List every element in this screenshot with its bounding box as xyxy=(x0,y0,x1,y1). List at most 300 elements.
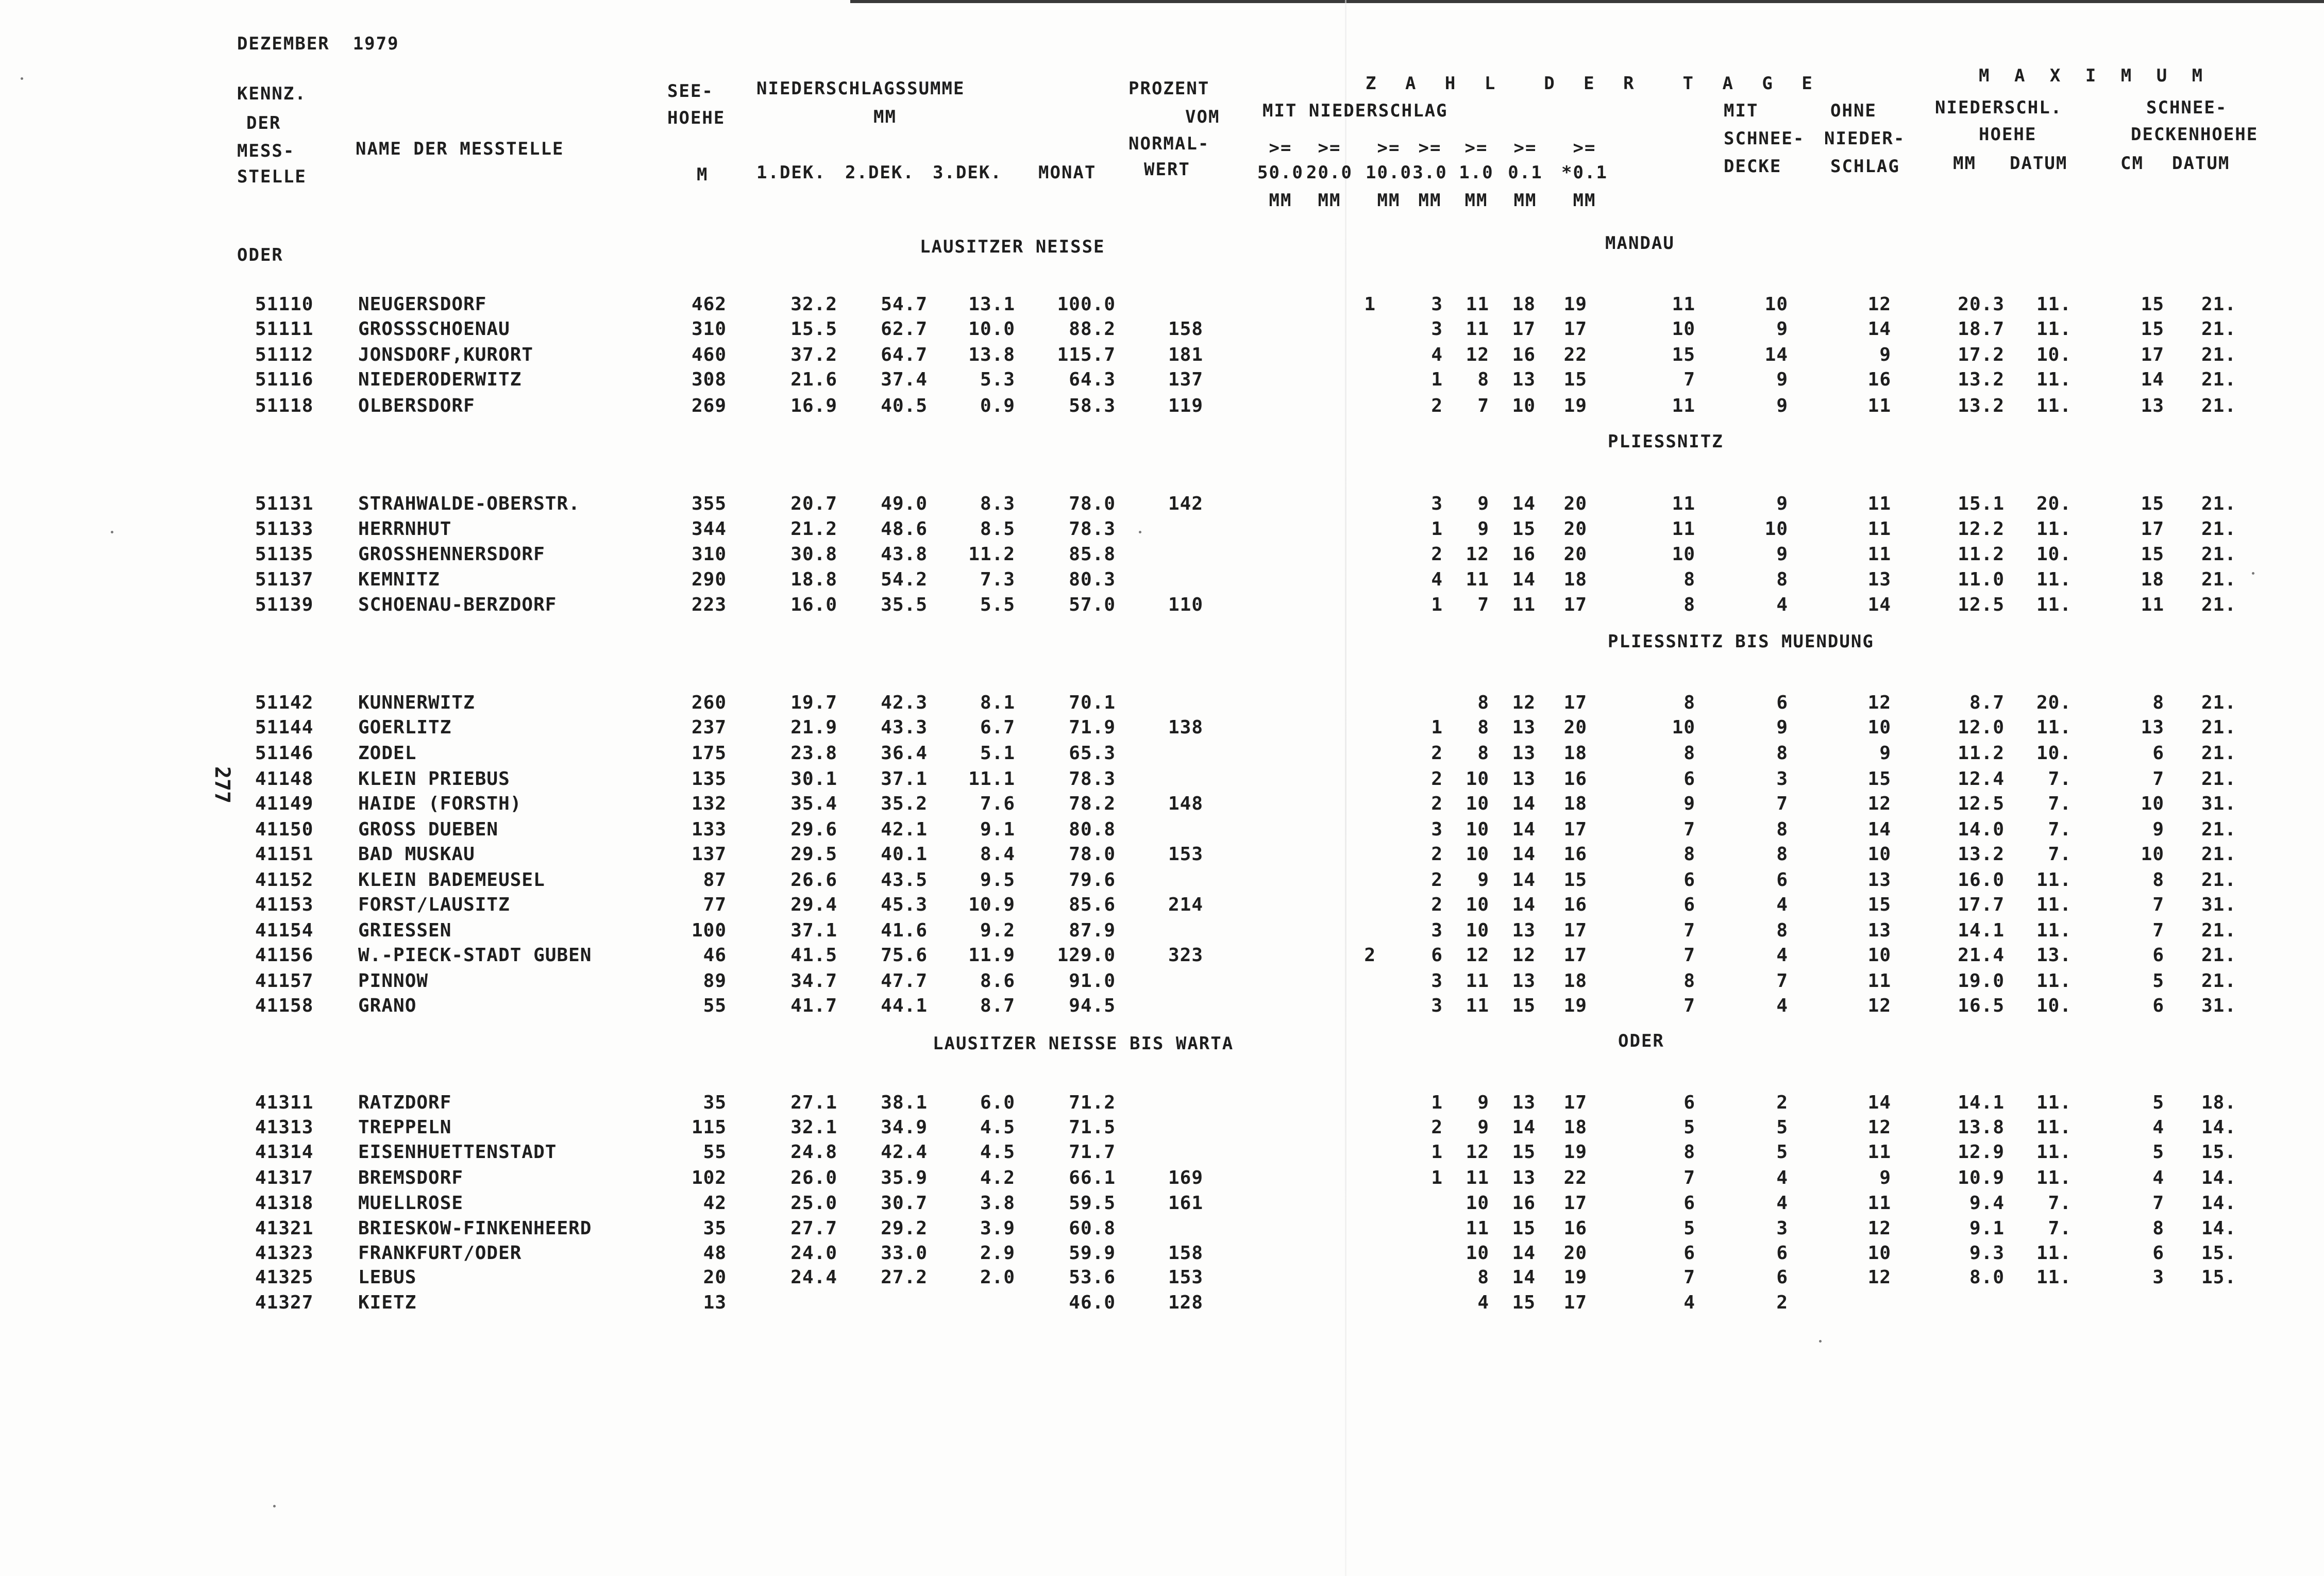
tage-0-1-cell: 19 xyxy=(1563,1142,1587,1163)
see-hoehe-cell: 260 xyxy=(691,692,727,713)
station-name-cell: GROSSHENNERSDORF xyxy=(358,544,545,565)
kennz-cell: 41325 xyxy=(255,1267,314,1288)
dek2-cell: 38.1 xyxy=(881,1092,928,1113)
tage-3-cell: 10 xyxy=(1466,844,1489,865)
tage-0-1-cell: 22 xyxy=(1563,344,1587,365)
header-niederschlagssumme: NIEDERSCHLAGSSUMME xyxy=(756,78,965,99)
see-hoehe-cell: 132 xyxy=(691,793,727,814)
prozent-cell: 148 xyxy=(1168,793,1203,814)
prozent-cell: 128 xyxy=(1168,1292,1203,1313)
dek3-cell: 2.9 xyxy=(980,1243,1015,1264)
header-mit-niederschlag: MIT NIEDERSCHLAG xyxy=(1262,100,1448,121)
dek3-cell: 8.4 xyxy=(980,844,1015,865)
dek3-cell: 13.8 xyxy=(968,344,1015,365)
tage-0-1-cell: 20 xyxy=(1563,717,1587,738)
kennz-cell: 51139 xyxy=(255,594,314,615)
tage-3-cell: 10 xyxy=(1466,819,1489,840)
max-schnee-datum-cell: 21. xyxy=(2201,819,2236,840)
dek2-cell: 36.4 xyxy=(881,743,928,764)
tage-3-cell: 11 xyxy=(1466,1167,1489,1188)
tage-3-cell: 7 xyxy=(1477,594,1489,615)
see-hoehe-cell: 310 xyxy=(691,318,727,340)
monat-cell: 78.0 xyxy=(1069,493,1116,514)
monat-cell: 71.9 xyxy=(1069,717,1116,738)
max-schnee-datum-cell: 21. xyxy=(2201,518,2236,540)
station-name-cell: ZODEL xyxy=(358,743,417,764)
max-mm-cell: 12.2 xyxy=(1958,518,2005,540)
tage-10-cell: 3 xyxy=(1431,995,1443,1016)
max-schnee-datum-cell: 21. xyxy=(2201,717,2236,738)
scan-speck xyxy=(2252,572,2254,575)
tage-10-cell: 3 xyxy=(1431,819,1443,840)
header-mit-schnee-2: SCHNEE- xyxy=(1724,128,1805,149)
schneedecke-cell: 5 xyxy=(1776,1117,1788,1138)
tage-0-1-cell: 17 xyxy=(1563,594,1587,615)
header-max-sub-datum-2: DATUM xyxy=(2172,153,2230,174)
tage-lt-0-1-cell: 8 xyxy=(1683,743,1695,764)
max-cm-cell: 4 xyxy=(2152,1167,2164,1188)
threshold-op: >= xyxy=(1377,138,1401,158)
tage-lt-0-1-cell: 6 xyxy=(1683,869,1695,891)
tage-3-cell: 8 xyxy=(1477,1267,1489,1288)
tage-1-cell: 14 xyxy=(1512,569,1536,590)
tage-3-cell: 11 xyxy=(1466,970,1489,992)
kennz-cell: 41154 xyxy=(255,920,314,941)
prozent-cell: 169 xyxy=(1168,1167,1203,1188)
page-fold xyxy=(1345,0,1346,1576)
max-datum-cell: 10. xyxy=(2036,995,2072,1016)
station-name-cell: GROSS DUEBEN xyxy=(358,819,499,840)
max-mm-cell: 13.2 xyxy=(1958,369,2005,390)
max-cm-cell: 15 xyxy=(2141,493,2164,514)
max-cm-cell: 5 xyxy=(2152,1142,2164,1163)
ohne-niederschlag-cell: 14 xyxy=(1867,594,1891,615)
header-prozent-1: PROZENT xyxy=(1129,78,1210,99)
max-mm-cell: 16.0 xyxy=(1958,869,2005,891)
max-datum-cell: 10. xyxy=(2036,743,2072,764)
ohne-niederschlag-cell: 10 xyxy=(1867,844,1891,865)
dek1-cell: 27.7 xyxy=(790,1218,837,1239)
max-datum-cell: 11. xyxy=(2036,395,2072,416)
schneedecke-cell: 4 xyxy=(1776,1167,1788,1188)
max-mm-cell: 9.4 xyxy=(1969,1193,2005,1214)
dek1-cell: 23.8 xyxy=(790,743,837,764)
station-name-cell: KEMNITZ xyxy=(358,569,440,590)
header-kennz-2: DER xyxy=(246,113,281,133)
tage-1-cell: 15 xyxy=(1512,1218,1536,1239)
tage-10-cell: 2 xyxy=(1431,395,1443,416)
dek1-cell: 37.1 xyxy=(790,920,837,941)
tage-lt-0-1-cell: 11 xyxy=(1672,518,1695,540)
threshold-val: 50.0 xyxy=(1257,162,1304,183)
max-mm-cell: 18.7 xyxy=(1958,318,2005,340)
schneedecke-cell: 9 xyxy=(1776,493,1788,514)
dek2-cell: 43.8 xyxy=(881,544,928,565)
max-schnee-datum-cell: 21. xyxy=(2201,970,2236,992)
max-cm-cell: 5 xyxy=(2152,970,2164,992)
tage-lt-0-1-cell: 9 xyxy=(1683,793,1695,814)
dek1-cell: 37.2 xyxy=(790,344,837,365)
see-hoehe-cell: 137 xyxy=(691,844,727,865)
monat-cell: 58.3 xyxy=(1069,395,1116,416)
monat-cell: 46.0 xyxy=(1069,1292,1116,1313)
section-neisse-bis-warta: LAUSITZER NEISSE BIS WARTA xyxy=(933,1033,1234,1054)
tage-lt-0-1-cell: 7 xyxy=(1683,819,1695,840)
tage-3-cell: 12 xyxy=(1466,544,1489,565)
max-mm-cell: 8.7 xyxy=(1969,692,2005,713)
station-name-cell: EISENHUETTENSTADT xyxy=(358,1142,557,1163)
threshold-op: >= xyxy=(1318,138,1341,158)
station-name-cell: PINNOW xyxy=(358,970,429,992)
max-cm-cell: 7 xyxy=(2152,894,2164,915)
station-name-cell: GOERLITZ xyxy=(358,717,452,738)
ohne-niederschlag-cell: 13 xyxy=(1867,920,1891,941)
dek1-cell: 19.7 xyxy=(790,692,837,713)
tage-lt-0-1-cell: 8 xyxy=(1683,1142,1695,1163)
kennz-cell: 41318 xyxy=(255,1193,314,1214)
tage-1-cell: 14 xyxy=(1512,1117,1536,1138)
tage-3-cell: 11 xyxy=(1466,569,1489,590)
tage-3-cell: 8 xyxy=(1477,369,1489,390)
max-datum-cell: 11. xyxy=(2036,569,2072,590)
tage-3-cell: 10 xyxy=(1466,1243,1489,1264)
schneedecke-cell: 2 xyxy=(1776,1292,1788,1313)
tage-1-cell: 13 xyxy=(1512,369,1536,390)
tage-10-cell: 1 xyxy=(1431,369,1443,390)
tage-1-cell: 14 xyxy=(1512,1267,1536,1288)
monat-cell: 129.0 xyxy=(1057,945,1116,966)
header-nieder-unit: MM xyxy=(873,107,897,127)
dek3-cell: 8.5 xyxy=(980,518,1015,540)
tage-0-1-cell: 18 xyxy=(1563,793,1587,814)
monat-cell: 65.3 xyxy=(1069,743,1116,764)
ohne-niederschlag-cell: 12 xyxy=(1867,692,1891,713)
tage-1-cell: 10 xyxy=(1512,395,1536,416)
kennz-cell: 41149 xyxy=(255,793,314,814)
dek1-cell: 18.8 xyxy=(790,569,837,590)
tage-0-1-cell: 17 xyxy=(1563,819,1587,840)
max-mm-cell: 12.4 xyxy=(1958,768,2005,790)
see-hoehe-cell: 35 xyxy=(703,1218,727,1239)
max-datum-cell: 11. xyxy=(2036,318,2072,340)
max-cm-cell: 6 xyxy=(2152,743,2164,764)
header-max-sub-mm: MM xyxy=(1953,153,1976,174)
tage-3-cell: 10 xyxy=(1466,894,1489,915)
dek3-cell: 9.2 xyxy=(980,920,1015,941)
schneedecke-cell: 7 xyxy=(1776,793,1788,814)
monat-cell: 115.7 xyxy=(1057,344,1116,365)
kennz-cell: 51131 xyxy=(255,493,314,514)
max-cm-cell: 10 xyxy=(2141,793,2164,814)
tage-lt-0-1-cell: 8 xyxy=(1683,569,1695,590)
max-mm-cell: 12.5 xyxy=(1958,793,2005,814)
threshold-op: >= xyxy=(1573,138,1596,158)
ohne-niederschlag-cell: 13 xyxy=(1867,569,1891,590)
ohne-niederschlag-cell: 11 xyxy=(1867,544,1891,565)
dek2-cell: 35.9 xyxy=(881,1167,928,1188)
max-datum-cell: 11. xyxy=(2036,369,2072,390)
prozent-cell: 214 xyxy=(1168,894,1203,915)
threshold-unit: MM xyxy=(1573,190,1596,211)
see-hoehe-cell: 462 xyxy=(691,294,727,315)
threshold-unit: MM xyxy=(1377,190,1401,211)
tage-lt-0-1-cell: 7 xyxy=(1683,369,1695,390)
header-maximum: M A X I M U M xyxy=(1979,65,2210,86)
monat-cell: 59.9 xyxy=(1069,1243,1116,1264)
schneedecke-cell: 4 xyxy=(1776,995,1788,1016)
tage-lt-0-1-cell: 7 xyxy=(1683,995,1695,1016)
header-max-nieder-1: NIEDERSCHL. xyxy=(1935,97,2063,118)
ohne-niederschlag-cell: 11 xyxy=(1867,395,1891,416)
dek2-cell: 27.2 xyxy=(881,1267,928,1288)
header-prozent-4: WERT xyxy=(1144,159,1190,180)
see-hoehe-cell: 460 xyxy=(691,344,727,365)
header-max-sub-datum: DATUM xyxy=(2010,153,2068,174)
tage-1-cell: 16 xyxy=(1512,1193,1536,1214)
tage-lt-0-1-cell: 5 xyxy=(1683,1117,1695,1138)
monat-cell: 53.6 xyxy=(1069,1267,1116,1288)
section-pliessnitz: PLIESSNITZ xyxy=(1608,431,1724,452)
see-hoehe-cell: 13 xyxy=(703,1292,727,1313)
tage-10-cell: 2 xyxy=(1431,768,1443,790)
tage-1-cell: 17 xyxy=(1512,318,1536,340)
max-datum-cell: 7. xyxy=(2048,793,2072,814)
section-mandau: MANDAU xyxy=(1605,233,1675,254)
header-mit-schnee-3: DECKE xyxy=(1724,156,1782,177)
max-mm-cell: 11.2 xyxy=(1958,544,2005,565)
see-hoehe-cell: 55 xyxy=(703,995,727,1016)
dek2-cell: 30.7 xyxy=(881,1193,928,1214)
schneedecke-cell: 8 xyxy=(1776,819,1788,840)
see-hoehe-cell: 42 xyxy=(703,1193,727,1214)
tage-0-1-cell: 20 xyxy=(1563,493,1587,514)
dek1-cell: 30.1 xyxy=(790,768,837,790)
see-hoehe-cell: 87 xyxy=(703,869,727,891)
scan-speck xyxy=(111,531,113,533)
header-name: NAME DER MESSTELLE xyxy=(356,139,564,159)
tage-3-cell: 10 xyxy=(1466,793,1489,814)
dek3-cell: 5.3 xyxy=(980,369,1015,390)
tage-3-cell: 4 xyxy=(1477,1292,1489,1313)
scan-speck xyxy=(21,77,23,80)
ohne-niederschlag-cell: 14 xyxy=(1867,1092,1891,1113)
max-schnee-datum-cell: 14. xyxy=(2201,1218,2236,1239)
dek2-cell: 45.3 xyxy=(881,894,928,915)
tage-10-cell: 4 xyxy=(1431,569,1443,590)
max-schnee-datum-cell: 31. xyxy=(2201,894,2236,915)
tage-3-cell: 8 xyxy=(1477,692,1489,713)
max-cm-cell: 18 xyxy=(2141,569,2164,590)
see-hoehe-cell: 77 xyxy=(703,894,727,915)
monat-cell: 57.0 xyxy=(1069,594,1116,615)
schneedecke-cell: 4 xyxy=(1776,594,1788,615)
tage-10-cell: 1 xyxy=(1431,717,1443,738)
schneedecke-cell: 9 xyxy=(1776,544,1788,565)
prozent-cell: 119 xyxy=(1168,395,1203,416)
kennz-cell: 51111 xyxy=(255,318,314,340)
ohne-niederschlag-cell: 13 xyxy=(1867,869,1891,891)
see-hoehe-cell: 290 xyxy=(691,569,727,590)
max-cm-cell: 11 xyxy=(2141,594,2164,615)
tage-10-cell: 3 xyxy=(1431,493,1443,514)
tage-3-cell: 10 xyxy=(1466,920,1489,941)
dek2-cell: 47.7 xyxy=(881,970,928,992)
dek3-cell: 13.1 xyxy=(968,294,1015,315)
tage-3-cell: 7 xyxy=(1477,395,1489,416)
max-schnee-datum-cell: 21. xyxy=(2201,920,2236,941)
monat-cell: 78.0 xyxy=(1069,844,1116,865)
tage-1-cell: 15 xyxy=(1512,518,1536,540)
dek3-cell: 7.3 xyxy=(980,569,1015,590)
tage-0-1-cell: 16 xyxy=(1563,1218,1587,1239)
page-number: 277 xyxy=(210,766,234,804)
schneedecke-cell: 6 xyxy=(1776,1243,1788,1264)
max-mm-cell: 16.5 xyxy=(1958,995,2005,1016)
dek2-cell: 64.7 xyxy=(881,344,928,365)
see-hoehe-cell: 310 xyxy=(691,544,727,565)
station-name-cell: JONSDORF,KURORT xyxy=(358,344,534,365)
tage-3-cell: 11 xyxy=(1466,1218,1489,1239)
tage-3-cell: 10 xyxy=(1466,768,1489,790)
tage-10-cell: 6 xyxy=(1431,945,1443,966)
schneedecke-cell: 4 xyxy=(1776,1193,1788,1214)
scan-speck xyxy=(273,1505,276,1507)
tage-1-cell: 15 xyxy=(1512,1292,1536,1313)
max-cm-cell: 9 xyxy=(2152,819,2164,840)
dek3-cell: 4.2 xyxy=(980,1167,1015,1188)
max-schnee-datum-cell: 31. xyxy=(2201,793,2236,814)
schneedecke-cell: 10 xyxy=(1764,518,1788,540)
threshold-val: *0.1 xyxy=(1561,162,1608,183)
max-cm-cell: 15 xyxy=(2141,318,2164,340)
schneedecke-cell: 6 xyxy=(1776,869,1788,891)
dek1-cell: 30.8 xyxy=(790,544,837,565)
dek1-cell: 32.2 xyxy=(790,294,837,315)
tage-lt-0-1-cell: 7 xyxy=(1683,945,1695,966)
max-cm-cell: 13 xyxy=(2141,717,2164,738)
header-dek-2: 2.DEK. xyxy=(845,162,915,183)
max-schnee-datum-cell: 21. xyxy=(2201,493,2236,514)
max-datum-cell: 11. xyxy=(2036,1117,2072,1138)
tage-0-1-cell: 15 xyxy=(1563,869,1587,891)
kennz-cell: 41311 xyxy=(255,1092,314,1113)
tage-3-cell: 9 xyxy=(1477,1092,1489,1113)
dek1-cell: 16.0 xyxy=(790,594,837,615)
header-zahl-der-tage: Z A H L D E R T A G E xyxy=(1366,73,1822,94)
header-see-3: M xyxy=(697,164,709,185)
tage-lt-0-1-cell: 4 xyxy=(1683,1292,1695,1313)
tage-0-1-cell: 18 xyxy=(1563,569,1587,590)
threshold-unit: MM xyxy=(1269,190,1292,211)
max-cm-cell: 4 xyxy=(2152,1117,2164,1138)
station-name-cell: FORST/LAUSITZ xyxy=(358,894,510,915)
dek1-cell: 32.1 xyxy=(790,1117,837,1138)
dek2-cell: 35.2 xyxy=(881,793,928,814)
tage-0-1-cell: 20 xyxy=(1563,1243,1587,1264)
tage-1-cell: 18 xyxy=(1512,294,1536,315)
tage-1-cell: 11 xyxy=(1512,594,1536,615)
tage-10-cell: 1 xyxy=(1431,1142,1443,1163)
ohne-niederschlag-cell: 14 xyxy=(1867,819,1891,840)
max-cm-cell: 6 xyxy=(2152,1243,2164,1264)
schneedecke-cell: 4 xyxy=(1776,945,1788,966)
scan-speck xyxy=(1819,1340,1822,1343)
kennz-cell: 51112 xyxy=(255,344,314,365)
max-datum-cell: 11. xyxy=(2036,717,2072,738)
see-hoehe-cell: 175 xyxy=(691,743,727,764)
ohne-niederschlag-cell: 15 xyxy=(1867,768,1891,790)
kennz-cell: 51142 xyxy=(255,692,314,713)
kennz-cell: 41150 xyxy=(255,819,314,840)
header-prozent-2: VOM xyxy=(1185,107,1220,127)
header-ohne-nieder-1: OHNE xyxy=(1830,100,1877,121)
kennz-cell: 41327 xyxy=(255,1292,314,1313)
tage-lt-0-1-cell: 8 xyxy=(1683,594,1695,615)
station-name-cell: BRIESKOW-FINKENHEERD xyxy=(358,1218,592,1239)
max-schnee-datum-cell: 14. xyxy=(2201,1193,2236,1214)
max-schnee-datum-cell: 31. xyxy=(2201,995,2236,1016)
max-cm-cell: 13 xyxy=(2141,395,2164,416)
tage-0-1-cell: 20 xyxy=(1563,518,1587,540)
schneedecke-cell: 9 xyxy=(1776,395,1788,416)
dek3-cell: 5.1 xyxy=(980,743,1015,764)
max-mm-cell: 12.5 xyxy=(1958,594,2005,615)
ohne-niederschlag-cell: 10 xyxy=(1867,717,1891,738)
monat-cell: 71.5 xyxy=(1069,1117,1116,1138)
schneedecke-cell: 9 xyxy=(1776,369,1788,390)
dek3-cell: 10.9 xyxy=(968,894,1015,915)
station-name-cell: GRANO xyxy=(358,995,417,1016)
prozent-cell: 153 xyxy=(1168,844,1203,865)
tage-1-cell: 14 xyxy=(1512,869,1536,891)
ohne-niederschlag-cell: 14 xyxy=(1867,318,1891,340)
tage-lt-0-1-cell: 11 xyxy=(1672,294,1695,315)
month-title: DEZEMBER 1979 xyxy=(237,33,399,54)
monat-cell: 59.5 xyxy=(1069,1193,1116,1214)
max-datum-cell: 20. xyxy=(2036,692,2072,713)
kennz-cell: 51135 xyxy=(255,544,314,565)
max-datum-cell: 11. xyxy=(2036,1167,2072,1188)
dek3-cell: 6.7 xyxy=(980,717,1015,738)
tage-0-1-cell: 17 xyxy=(1563,1193,1587,1214)
tage-10-cell: 2 xyxy=(1431,844,1443,865)
max-datum-cell: 11. xyxy=(2036,920,2072,941)
monat-cell: 88.2 xyxy=(1069,318,1116,340)
header-ohne-nieder-3: SCHLAG xyxy=(1830,156,1900,177)
max-datum-cell: 7. xyxy=(2048,819,2072,840)
max-datum-cell: 11. xyxy=(2036,1267,2072,1288)
max-mm-cell: 9.1 xyxy=(1969,1218,2005,1239)
kennz-cell: 41158 xyxy=(255,995,314,1016)
dek1-cell: 24.4 xyxy=(790,1267,837,1288)
tage-3-cell: 10 xyxy=(1466,1193,1489,1214)
dek3-cell: 9.5 xyxy=(980,869,1015,891)
max-cm-cell: 8 xyxy=(2152,869,2164,891)
ohne-niederschlag-cell: 9 xyxy=(1879,1167,1891,1188)
tage-20-cell: 2 xyxy=(1364,945,1376,966)
section-pliessnitz-bis-muendung: PLIESSNITZ BIS MUENDUNG xyxy=(1608,631,1874,652)
prozent-cell: 323 xyxy=(1168,945,1203,966)
max-schnee-datum-cell: 14. xyxy=(2201,1167,2236,1188)
dek2-cell: 62.7 xyxy=(881,318,928,340)
max-schnee-datum-cell: 21. xyxy=(2201,945,2236,966)
max-datum-cell: 7. xyxy=(2048,844,2072,865)
max-mm-cell: 14.0 xyxy=(1958,819,2005,840)
ohne-niederschlag-cell: 11 xyxy=(1867,970,1891,992)
see-hoehe-cell: 89 xyxy=(703,970,727,992)
dek1-cell: 20.7 xyxy=(790,493,837,514)
see-hoehe-cell: 55 xyxy=(703,1142,727,1163)
